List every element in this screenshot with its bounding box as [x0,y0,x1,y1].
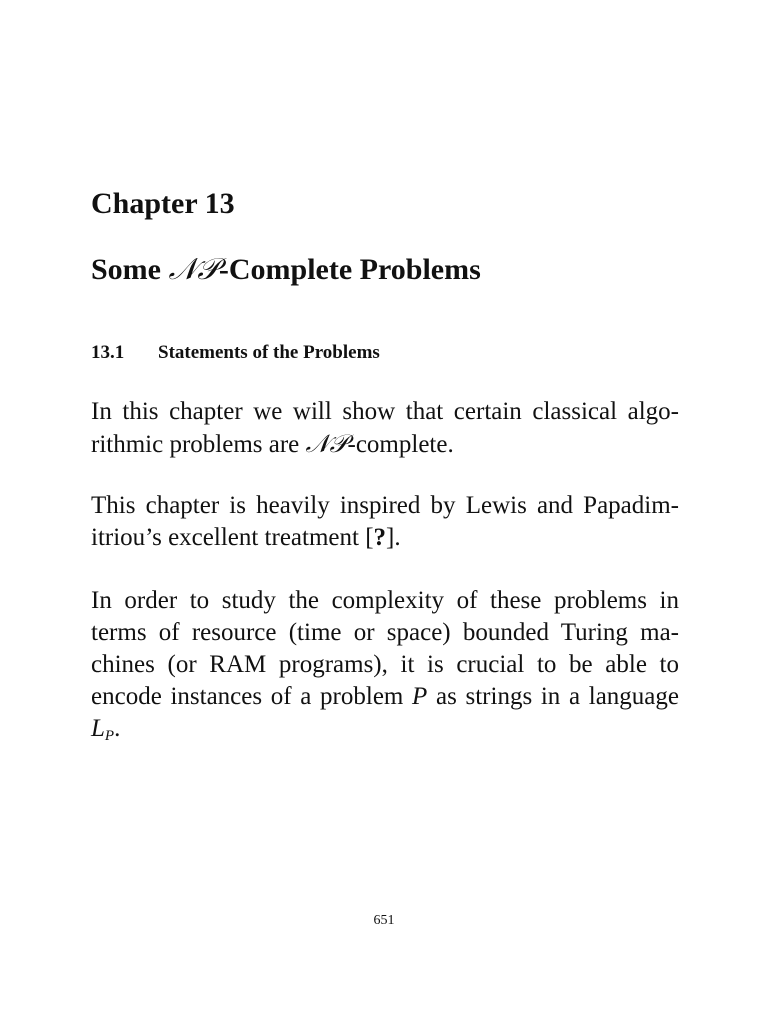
paragraph [91,585,679,752]
chapter-label: Chapter 13 [91,187,235,220]
text-run: as strings in a language [427,683,679,710]
chapter-title [91,252,481,288]
paragraph-line: terms of resource (time or space) bounded Turing ma- [91,619,679,646]
text-run: ]. [386,524,401,551]
section-heading [91,340,380,366]
citation-link[interactable]: ? [373,524,387,551]
paragraph-line: This chapter is heavily inspired by Lewis and Papadim- [91,492,679,519]
text-run: itriou’s excellent treatment [ [91,524,374,551]
paragraph-line [91,681,679,713]
text-run: . [114,715,121,742]
paragraph [91,490,679,554]
np-symbol: 𝒩𝒫 [168,252,219,287]
section-title: Statements of the Problems [158,342,380,363]
text-run: encode instances of a problem [91,683,413,710]
paragraph-line [91,428,679,461]
chapter-title-prefix: Some [91,253,169,286]
paragraph-line [91,713,679,752]
paragraph [91,396,679,461]
paragraph-line: In order to study the complexity of these problems in [91,587,679,614]
text-run: -complete. [347,431,454,458]
paragraph-line [91,522,679,554]
section-number: 13.1 [91,342,125,363]
np-symbol: 𝒩𝒫 [305,429,348,458]
chapter-title-suffix: -Complete Problems [218,253,481,286]
math-variable: P [412,683,428,710]
paragraph-line: In this chapter we will show that certain classical algo- [91,398,679,425]
math-subscript: P [104,728,115,744]
math-variable: L [91,715,105,742]
text-run: rithmic problems are [91,431,306,458]
paragraph-line: chines (or RAM programs), it is crucial to be able to [91,651,679,678]
page-number: 651 [373,913,395,928]
